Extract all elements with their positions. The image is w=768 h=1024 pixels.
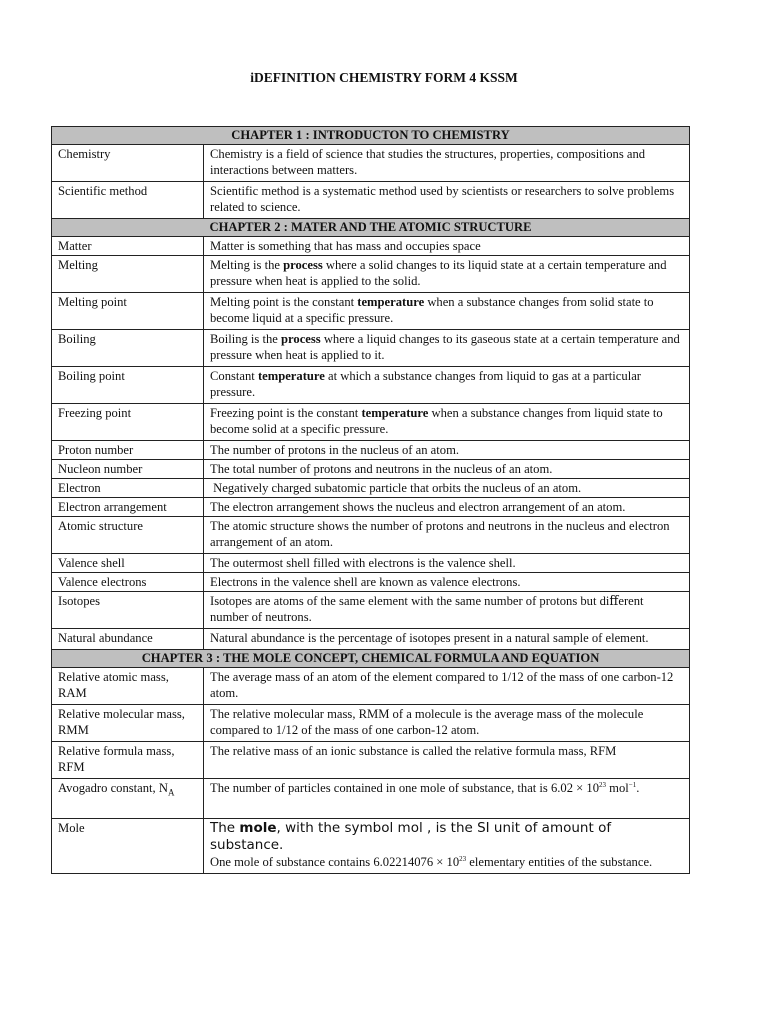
definition-text: The	[210, 820, 240, 836]
definition-text: Melting is the	[210, 258, 284, 272]
term-atomic-structure: Atomic structure	[52, 517, 204, 554]
table-row	[52, 629, 690, 650]
definition-electron-arrangement: The electron arrangement shows the nucleus and electron arrangement of an atom.	[204, 498, 690, 517]
definition-natural-abundance: Natural abundance is the percentage of isotopes present in a natural sample of element.	[204, 629, 690, 650]
definition-text: where a solid changes to its liquid state at a certain temperature and pressure when heat is applied to the solid.	[210, 258, 667, 288]
chapter-header-1	[52, 127, 690, 145]
chapter-2-heading: CHAPTER 2 : MATER AND THE ATOMIC STRUCTURE	[52, 219, 690, 237]
definition-melting-point	[204, 293, 690, 330]
table-row	[52, 460, 690, 479]
chapter-1-heading: CHAPTER 1 : INTRODUCTON TO CHEMISTRY	[52, 127, 690, 145]
definition-chemistry: Chemistry is a field of science that studies the structures, properties, compositions and interactions between matters.	[204, 145, 690, 182]
term-matter: Matter	[52, 237, 204, 256]
definition-relative-molecular-mass: The relative molecular mass, RMM of a molecule is the average mass of the molecule compared to 1/12 of the mass of one carbon-12 atom.	[204, 705, 690, 742]
chapter-header-2	[52, 219, 690, 237]
table-row	[52, 367, 690, 404]
definition-emphasis: temperature	[361, 406, 429, 420]
chapter-header-3	[52, 650, 690, 668]
definition-text: , with the symbol mol , is the SI unit of amount of substance.	[210, 820, 612, 853]
term-nucleon-number: Nucleon number	[52, 460, 204, 479]
mole-definition-line-2	[210, 854, 685, 870]
definition-text: at which a substance changes from liquid to gas at a particular pressure.	[210, 369, 641, 399]
exponent: 23	[599, 780, 607, 789]
mole-definition-line-1	[210, 820, 685, 854]
term-electron: Electron	[52, 479, 204, 498]
definition-valence-shell: The outermost shell filled with electrons is the valence shell.	[204, 554, 690, 573]
definition-proton-number: The number of protons in the nucleus of an atom.	[204, 441, 690, 460]
definition-matter: Matter is something that has mass and occupies space	[204, 237, 690, 256]
table-row	[52, 479, 690, 498]
table-row	[52, 293, 690, 330]
chapter-3-heading: CHAPTER 3 : THE MOLE CONCEPT, CHEMICAL FORMULA AND EQUATION	[52, 650, 690, 668]
definition-mole	[204, 819, 690, 874]
definition-text: The number of particles contained in one mole of substance, that is 6.02 × 10	[210, 781, 600, 795]
definition-isotopes: Isotopes are atoms of the same element with the same number of protons but diﬀerent number of neutrons.	[204, 592, 690, 629]
term-freezing-point: Freezing point	[52, 404, 204, 441]
table-row	[52, 668, 690, 705]
definition-relative-formula-mass: The relative mass of an ionic substance is called the relative formula mass, RFM	[204, 742, 690, 779]
definition-electron: Negatively charged subatomic particle that orbits the nucleus of an atom.	[204, 479, 690, 498]
term-scientific-method: Scientific method	[52, 182, 204, 219]
definition-text: Boiling is the	[210, 332, 282, 346]
definition-boiling	[204, 330, 690, 367]
term-boiling: Boiling	[52, 330, 204, 367]
term-melting: Melting	[52, 256, 204, 293]
term-proton-number: Proton number	[52, 441, 204, 460]
table-row	[52, 330, 690, 367]
term-electron-arrangement: Electron arrangement	[52, 498, 204, 517]
table-row	[52, 592, 690, 629]
definition-text: when a substance changes from solid state to become liquid at a specific pressure.	[210, 295, 654, 325]
unit-text: mol	[606, 781, 629, 795]
definition-emphasis: temperature	[257, 369, 325, 383]
definition-nucleon-number: The total number of protons and neutrons in the nucleus of an atom.	[204, 460, 690, 479]
term-relative-formula-mass: Relative formula mass, RFM	[52, 742, 204, 779]
term-subscript: A	[167, 787, 175, 798]
term-avogadro-constant	[52, 779, 204, 819]
definition-freezing-point	[204, 404, 690, 441]
term-natural-abundance: Natural abundance	[52, 629, 204, 650]
term-chemistry: Chemistry	[52, 145, 204, 182]
table-row	[52, 404, 690, 441]
table-row	[52, 573, 690, 592]
table-row	[52, 441, 690, 460]
table-row	[52, 819, 690, 874]
table-row	[52, 182, 690, 219]
definition-emphasis: process	[283, 258, 323, 272]
table-row	[52, 517, 690, 554]
table-row	[52, 237, 690, 256]
term-valence-shell: Valence shell	[52, 554, 204, 573]
definition-boiling-point	[204, 367, 690, 404]
exponent: 23	[459, 854, 467, 863]
definition-text: One mole of substance contains 6.02214076 × 10	[210, 855, 460, 869]
document-title: iDEFINITION CHEMISTRY FORM 4 KSSM	[250, 70, 518, 85]
definition-avogadro-constant	[204, 779, 690, 819]
definition-emphasis: temperature	[357, 295, 425, 309]
definition-emphasis: mole	[239, 820, 277, 836]
term-valence-electrons: Valence electrons	[52, 573, 204, 592]
definition-text: Freezing point is the constant	[210, 406, 362, 420]
definition-text: Melting point is the constant	[210, 295, 358, 309]
table-row	[52, 554, 690, 573]
table-row	[52, 145, 690, 182]
table-row	[52, 779, 690, 819]
definition-text: when a substance changes from liquid state to become solid at a specific pressure.	[210, 406, 663, 436]
term-melting-point: Melting point	[52, 293, 204, 330]
table-row	[52, 742, 690, 779]
definition-melting	[204, 256, 690, 293]
definition-valence-electrons: Electrons in the valence shell are known as valence electrons.	[204, 573, 690, 592]
table-row	[52, 705, 690, 742]
term-relative-atomic-mass: Relative atomic mass, RAM	[52, 668, 204, 705]
definition-text: elementary entities of the substance.	[466, 855, 653, 869]
definition-text: where a liquid changes to its gaseous state at a certain temperature and pressure when heat is applied to it.	[210, 332, 680, 362]
definition-atomic-structure: The atomic structure shows the number of protons and neutrons in the nucleus and electron arrangement of an atom.	[204, 517, 690, 554]
definition-text: Constant	[210, 369, 258, 383]
term-text: Avogadro constant, N	[58, 781, 168, 795]
definition-emphasis: process	[281, 332, 321, 346]
definition-scientific-method: Scientific method is a systematic method used by scientists or researchers to solve problems related to science.	[204, 182, 690, 219]
table-row	[52, 256, 690, 293]
definition-relative-atomic-mass: The average mass of an atom of the element compared to 1/12 of the mass of one carbon-12 atom.	[204, 668, 690, 705]
term-boiling-point: Boiling point	[52, 367, 204, 404]
term-isotopes: Isotopes	[52, 592, 204, 629]
term-relative-molecular-mass: Relative molecular mass, RMM	[52, 705, 204, 742]
term-mole: Mole	[52, 819, 204, 874]
unit-exponent: −1	[628, 780, 637, 789]
definitions-table	[51, 126, 690, 874]
table-row	[52, 498, 690, 517]
definition-text: .	[636, 781, 640, 795]
